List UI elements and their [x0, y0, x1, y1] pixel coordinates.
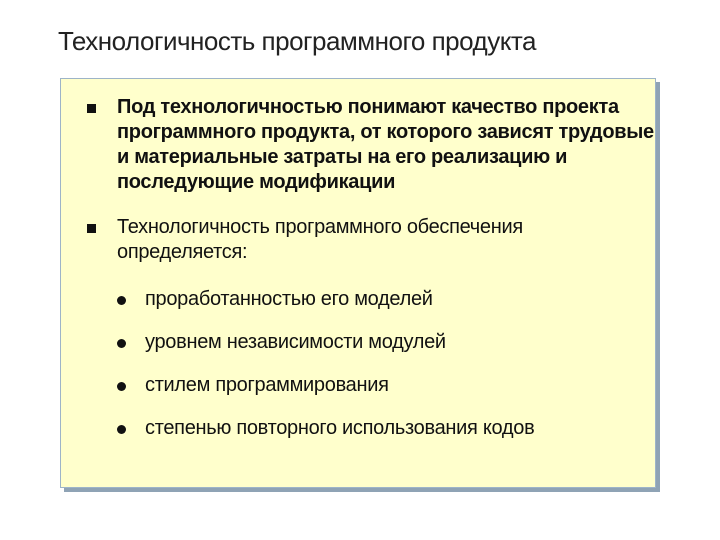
square-bullet-icon: [87, 224, 96, 233]
sub-bullet-item: [117, 330, 446, 355]
round-bullet-icon: [117, 425, 126, 434]
bullet-point-text: Под технологичностью понимают качество проекта программного продукта, от которого зависят трудовые и материальные затраты на его реализацию и последующие модификации: [117, 96, 654, 193]
sub-bullet-text: стилем программирования: [145, 374, 389, 396]
sub-bullet-item: [117, 287, 433, 312]
bullet-point-definition: [87, 95, 657, 195]
round-bullet-icon: [117, 339, 126, 348]
sub-bullet-text: степенью повторного использования кодов: [145, 417, 535, 439]
sub-bullet-text: проработанностью его моделей: [145, 288, 433, 310]
bullet-point-text: Технологичность программного обеспечения определяется:: [117, 216, 523, 263]
content-box: [60, 78, 656, 488]
bullet-point-determined: [87, 215, 657, 265]
sub-bullet-text: уровнем независимости модулей: [145, 331, 446, 353]
square-bullet-icon: [87, 104, 96, 113]
round-bullet-icon: [117, 382, 126, 391]
sub-bullet-item: [117, 416, 534, 441]
slide-title: Технологичность программного продукта: [58, 26, 536, 56]
round-bullet-icon: [117, 296, 126, 305]
sub-bullet-item: [117, 373, 389, 398]
